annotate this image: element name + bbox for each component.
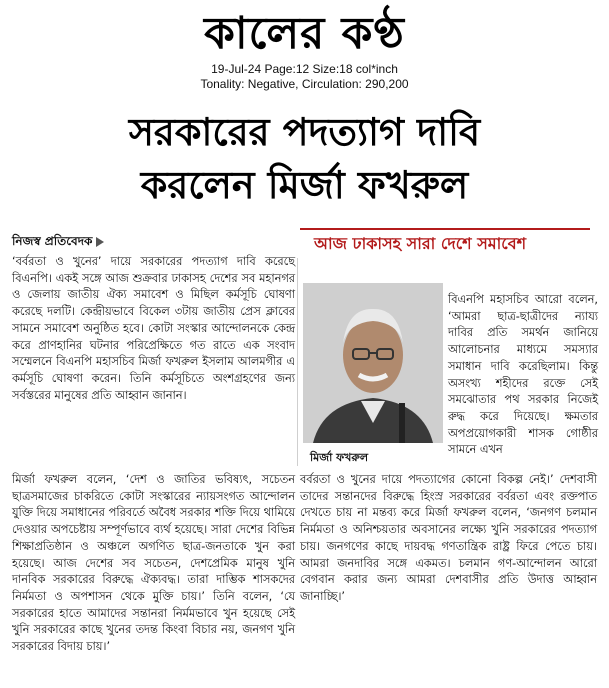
portrait-photo	[303, 283, 443, 443]
clipping-meta-line2: Tonality: Negative, Circulation: 290,200	[200, 77, 409, 91]
article-left-column: ‘বর্বরতা ও খুনের’ দায়ে সরকারের পদত্যাগ দাবি করেছে বিএনপি। একই সঙ্গে আজ শুক্রবার ঢাকাসহ দেশের সব মহানগর ও জেলায় জাতীয় ঐক্য সমাবেশ ও মিছিল কর্মসূচি ঘোষণা করেছে দলটি। কেন্দ্রীয়ভাবে বিকেল ৩টায় জাতীয় প্রেস ক্লাবের সামনে সমাবেশ অনুষ্ঠিত হবে। কোটা সংস্কার আন্দোলনকে কেন্দ্র করে প্রাণহানির ঘটনার পরিপ্রেক্ষিতে গত রাতে এক সংবাদ সম্মেলনে বিএনপি মহাসচিব মির্জা ফখরুল ইসলাম আলমগীর এ কর্মসূচি ঘোষণা করেন। তিনি কর্মসূচিতে অংশগ্রহণের জন্য সর্বস্তরের মানুষের প্রতি আহ্বান জানান।	[12, 255, 295, 402]
photo-caption: মির্জা ফখরুল	[310, 451, 369, 464]
article-right-column: বিএনপি মহাসচিব আরো বলেন, ‘আমরা ছাত্র-ছাত্রীদের ন্যায্য দাবির প্রতি সমর্থন জানিয়ে আলোচনার মাধ্যমে সমস্যার সমাধান দাবি করেছিলাম। কিন্তু অসংখ্য শহীদের রক্তে সেই সমঝোতার পথ সরকার নিজেই রুদ্ধ করে দিয়েছে। ক্ষমতার অপপ্রয়োগকারী শাসক গোষ্ঠীর সামনে এখন	[448, 293, 598, 457]
article-continued-right: বর্বরতা ও খুনের দায়ে পদত্যাগের কোনো বিকল্প নেই।’ দেশবাসী তাদের সন্তানদের বিরুদ্ধে হিংস্র সরকারের বর্বরতা এবং রক্তপাত দেখতে চায় না মন্তব্য করে মির্জা ফখরুল বলেন, ‘জনগণ চলমান নির্মমতা ও অনিশ্চয়তার অবসানের লক্ষ্যে খুনি সরকারের পদত্যাগ চায়। জনগণের কাছে দায়বদ্ধ গণতান্ত্রিক রাষ্ট্র ফিরে পেতে চায়। আমরা জনদাবির সঙ্গে একমত। চলমান গণ-আন্দোলন আরো বেগবান করার জন্য আমরা দেশবাসীর প্রতি উদাত্ত আহ্বান জানাচ্ছি।’	[300, 473, 597, 603]
byline	[12, 233, 104, 253]
clipping-meta-line1: 19-Jul-24 Page:12 Size:18 col*inch	[211, 62, 398, 76]
play-triangle-icon	[96, 237, 104, 247]
column-divider	[297, 258, 298, 466]
newspaper-masthead	[0, 8, 609, 60]
byline-text: নিজস্ব প্রতিবেদক	[12, 234, 93, 248]
kicker-text: আজ ঢাকাসহ সারা দেশে সমাবেশ	[314, 234, 527, 253]
newspaper-logo: কালের কণ্ঠ	[204, 8, 405, 59]
headline-line2: করলেন মির্জা ফখরুল	[140, 163, 469, 207]
portrait-illustration	[303, 283, 443, 443]
headline-line1: সরকারের পদত্যাগ দাবি	[128, 110, 481, 154]
kicker-banner	[300, 228, 590, 258]
article-continued-left: মির্জা ফখরুল বলেন, ‘দেশ ও জাতির ভবিষ্যৎ, সচেতন ছাত্রসমাজের চাকরিতে কোটা সংস্কারের ন্যায়সংগত আন্দোলন যুক্তি দিয়ে সমাধানের পরিবর্তে অবৈধ সরকার শক্তি দিয়ে থামিয়ে দেওয়ার অপচেষ্টায় সম্পূর্ণভাবে ব্যর্থ হয়েছে। সারা দেশের বিভিন্ন শিক্ষাপ্রতিষ্ঠান ও অঞ্চলে অগণিত ছাত্র-জনতাকে খুন করা হয়েছে। আজ দেশের সব সচেতন, দেশপ্রেমিক মানুষ খুনি দানবিক সরকারের বিরুদ্ধে ঐক্যবদ্ধ। তারা দাম্ভিক শাসকদের নির্মমতা ও অপশাসন থেকে মুক্তি চায়।’ তিনি বলেন, ‘যে সরকারের হাতে আমাদের সন্তানরা নির্মমভাবে খুন হয়েছে সেই খুনি সরকারের কাছে খুনের তদন্ত কিংবা বিচার নয়, জনগণ খুনি সরকারের বিদায় চায়।’	[12, 473, 295, 654]
